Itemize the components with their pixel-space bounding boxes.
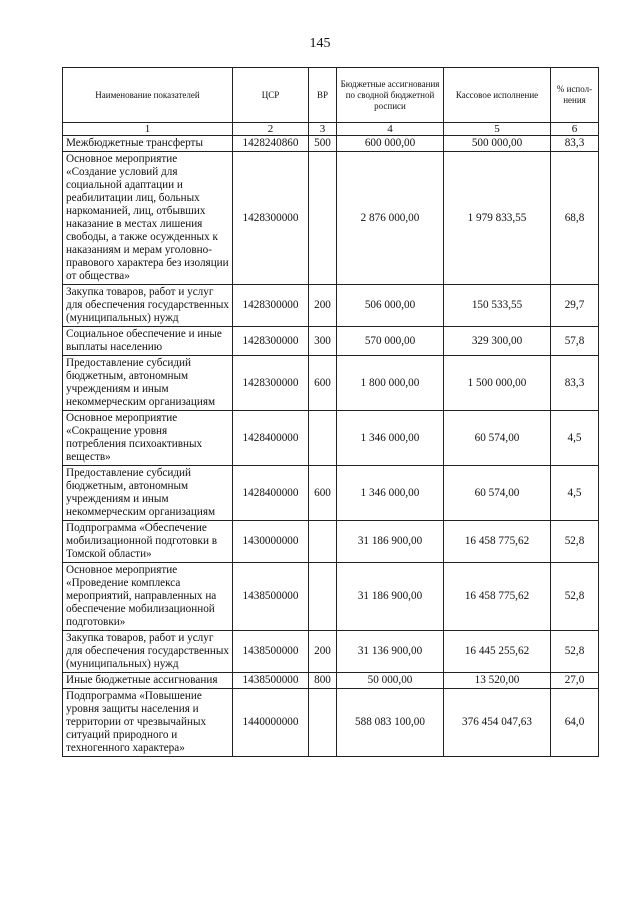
cell-cash: 500 000,00 bbox=[444, 136, 551, 152]
cell-cash: 16 458 775,62 bbox=[444, 563, 551, 631]
cell-vr: 500 bbox=[309, 136, 337, 152]
cell-csr: 1428240860 bbox=[233, 136, 309, 152]
cell-name: Подпрограмма «Повышение уровня защиты населения и территории от чрезвычайных ситуаций природного и техногенного характера» bbox=[63, 689, 233, 757]
cell-csr: 1438500000 bbox=[233, 631, 309, 673]
cell-csr: 1428400000 bbox=[233, 466, 309, 521]
cell-budget: 31 186 900,00 bbox=[337, 563, 444, 631]
cell-pct: 29,7 bbox=[551, 285, 599, 327]
column-number: 1 bbox=[63, 123, 233, 136]
cell-name: Предоставление субсидий бюджетным, автономным учреждениям и иным некоммерческим организациям bbox=[63, 356, 233, 411]
cell-pct: 83,3 bbox=[551, 356, 599, 411]
cell-csr: 1428400000 bbox=[233, 411, 309, 466]
table-row bbox=[63, 136, 599, 152]
table-row bbox=[63, 631, 599, 673]
cell-name: Социальное обеспечение и иные выплаты населению bbox=[63, 327, 233, 356]
cell-budget: 588 083 100,00 bbox=[337, 689, 444, 757]
column-number-row bbox=[63, 123, 599, 136]
cell-budget: 1 346 000,00 bbox=[337, 466, 444, 521]
cell-cash: 1 500 000,00 bbox=[444, 356, 551, 411]
cell-pct: 4,5 bbox=[551, 411, 599, 466]
cell-vr bbox=[309, 563, 337, 631]
cell-name: Основное мероприятие «Сокращение уровня потребления психоактивных веществ» bbox=[63, 411, 233, 466]
table-row bbox=[63, 466, 599, 521]
cell-pct: 57,8 bbox=[551, 327, 599, 356]
cell-vr: 600 bbox=[309, 356, 337, 411]
cell-name: Закупка товаров, работ и услуг для обеспечения государственных (муниципальных) нужд bbox=[63, 631, 233, 673]
cell-name: Основное мероприятие «Проведение комплекса мероприятий, направленных на обеспечение мобилизационной подготовки» bbox=[63, 563, 233, 631]
table-row bbox=[63, 356, 599, 411]
cell-csr: 1428300000 bbox=[233, 356, 309, 411]
cell-pct: 68,8 bbox=[551, 152, 599, 285]
cell-csr: 1438500000 bbox=[233, 673, 309, 689]
cell-budget: 31 136 900,00 bbox=[337, 631, 444, 673]
table-row bbox=[63, 327, 599, 356]
page-number: 145 bbox=[309, 36, 331, 51]
cell-cash: 16 458 775,62 bbox=[444, 521, 551, 563]
cell-pct: 83,3 bbox=[551, 136, 599, 152]
cell-budget: 2 876 000,00 bbox=[337, 152, 444, 285]
header-vr: ВР bbox=[309, 68, 337, 123]
header-budget: Бюджетные ассигнования по сводной бюджетной росписи bbox=[337, 68, 444, 123]
cell-name: Иные бюджетные ассигнования bbox=[63, 673, 233, 689]
cell-pct: 52,8 bbox=[551, 521, 599, 563]
cell-budget: 50 000,00 bbox=[337, 673, 444, 689]
cell-cash: 329 300,00 bbox=[444, 327, 551, 356]
table-row bbox=[63, 563, 599, 631]
cell-cash: 60 574,00 bbox=[444, 411, 551, 466]
table-row bbox=[63, 673, 599, 689]
table-row bbox=[63, 521, 599, 563]
cell-csr: 1430000000 bbox=[233, 521, 309, 563]
cell-vr: 600 bbox=[309, 466, 337, 521]
cell-cash: 1 979 833,55 bbox=[444, 152, 551, 285]
cell-pct: 64,0 bbox=[551, 689, 599, 757]
cell-cash: 150 533,55 bbox=[444, 285, 551, 327]
cell-csr: 1438500000 bbox=[233, 563, 309, 631]
cell-vr: 800 bbox=[309, 673, 337, 689]
header-row bbox=[63, 68, 599, 123]
cell-csr: 1428300000 bbox=[233, 285, 309, 327]
cell-name: Основное мероприятие «Создание условий для социальной адаптации и реабилитации лиц, больных наркоманией, лиц, отбывших наказание в местах лишения свободы, а также осужденных к наказаниям и мерам уголовно-правового характера без изоляции от общества» bbox=[63, 152, 233, 285]
cell-vr: 200 bbox=[309, 285, 337, 327]
cell-pct: 4,5 bbox=[551, 466, 599, 521]
cell-pct: 52,8 bbox=[551, 631, 599, 673]
header-name: Наименование показателей bbox=[63, 68, 233, 123]
column-number: 5 bbox=[444, 123, 551, 136]
cell-vr bbox=[309, 689, 337, 757]
budget-execution-table bbox=[62, 67, 599, 757]
cell-budget: 1 346 000,00 bbox=[337, 411, 444, 466]
cell-name: Подпрограмма «Обеспечение мобилизационной подготовки в Томской области» bbox=[63, 521, 233, 563]
table-row bbox=[63, 285, 599, 327]
column-number: 6 bbox=[551, 123, 599, 136]
cell-pct: 27,0 bbox=[551, 673, 599, 689]
cell-name: Закупка товаров, работ и услуг для обеспечения государственных (муниципальных) нужд bbox=[63, 285, 233, 327]
column-number: 3 bbox=[309, 123, 337, 136]
cell-cash: 60 574,00 bbox=[444, 466, 551, 521]
cell-pct: 52,8 bbox=[551, 563, 599, 631]
cell-budget: 31 186 900,00 bbox=[337, 521, 444, 563]
cell-vr: 200 bbox=[309, 631, 337, 673]
header-cash: Кассовое исполнение bbox=[444, 68, 551, 123]
cell-budget: 506 000,00 bbox=[337, 285, 444, 327]
column-number: 4 bbox=[337, 123, 444, 136]
table-row bbox=[63, 689, 599, 757]
cell-cash: 376 454 047,63 bbox=[444, 689, 551, 757]
cell-vr bbox=[309, 411, 337, 466]
cell-csr: 1440000000 bbox=[233, 689, 309, 757]
cell-csr: 1428300000 bbox=[233, 152, 309, 285]
header-pct: % испол-нения bbox=[551, 68, 599, 123]
table-row bbox=[63, 152, 599, 285]
cell-name: Межбюджетные трансферты bbox=[63, 136, 233, 152]
cell-cash: 16 445 255,62 bbox=[444, 631, 551, 673]
cell-budget: 570 000,00 bbox=[337, 327, 444, 356]
header-csr: ЦСР bbox=[233, 68, 309, 123]
cell-vr bbox=[309, 521, 337, 563]
cell-csr: 1428300000 bbox=[233, 327, 309, 356]
cell-vr: 300 bbox=[309, 327, 337, 356]
cell-budget: 1 800 000,00 bbox=[337, 356, 444, 411]
column-number: 2 bbox=[233, 123, 309, 136]
cell-cash: 13 520,00 bbox=[444, 673, 551, 689]
cell-budget: 600 000,00 bbox=[337, 136, 444, 152]
cell-name: Предоставление субсидий бюджетным, автономным учреждениям и иным некоммерческим организациям bbox=[63, 466, 233, 521]
cell-vr bbox=[309, 152, 337, 285]
table-row bbox=[63, 411, 599, 466]
